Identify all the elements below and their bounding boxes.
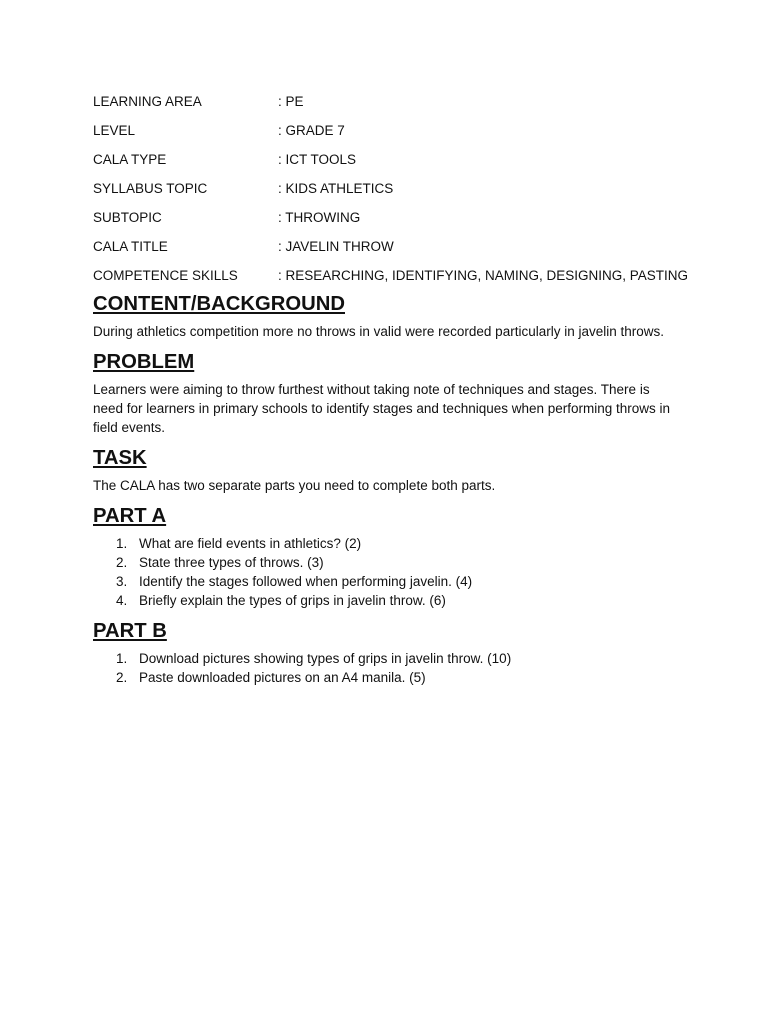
- list-item-text: Briefly explain the types of grips in javelin throw. (6): [139, 593, 446, 608]
- list-item: [93, 572, 678, 591]
- content-background-section: [93, 290, 678, 341]
- meta-row-syllabus-topic: [93, 174, 678, 203]
- list-item: [93, 553, 678, 572]
- part-a-list: [93, 531, 678, 610]
- part-a-heading: PART A: [93, 505, 167, 527]
- list-item-number: 2.: [116, 555, 128, 570]
- meta-value: : JAVELIN THROW: [278, 239, 394, 254]
- meta-row-competence-skills: [93, 261, 689, 290]
- content-background-text: During athletics competition more no throws in valid were recorded particularly in javelin throws.: [93, 324, 665, 339]
- part-b-list: [93, 646, 678, 687]
- meta-key: SUBTOPIC: [93, 210, 162, 225]
- task-text: The CALA has two separate parts you need to complete both parts.: [93, 478, 496, 493]
- list-item-text: State three types of throws. (3): [139, 555, 324, 570]
- meta-row-cala-title: [93, 232, 678, 261]
- meta-value: : GRADE 7: [278, 123, 345, 138]
- list-item: [93, 649, 678, 668]
- list-item-number: 1.: [116, 536, 128, 551]
- meta-value: : THROWING: [278, 210, 361, 225]
- content-background-heading: CONTENT/BACKGROUND: [93, 293, 345, 315]
- meta-row-level: [93, 116, 678, 145]
- meta-key: SYLLABUS TOPIC: [93, 181, 208, 196]
- meta-row-learning-area: [93, 87, 678, 116]
- meta-value: : ICT TOOLS: [278, 152, 357, 167]
- part-a-section: [93, 502, 678, 610]
- task-heading: TASK: [93, 447, 147, 469]
- list-item-number: 1.: [116, 651, 128, 666]
- list-item: [93, 591, 678, 610]
- problem-text: Learners were aiming to throw furthest without taking note of techniques and stages. There is need for learners in primary schools to identify stages and techniques when performing throws in field events.: [93, 382, 671, 435]
- meta-key: LEARNING AREA: [93, 94, 202, 109]
- meta-value: : KIDS ATHLETICS: [278, 181, 394, 196]
- part-b-section: [93, 617, 678, 687]
- meta-key: LEVEL: [93, 123, 136, 138]
- meta-value: : PE: [278, 94, 304, 109]
- meta-key: CALA TYPE: [93, 152, 167, 167]
- list-item-text: Paste downloaded pictures on an A4 manila. (5): [139, 670, 426, 685]
- meta-table: [93, 87, 689, 290]
- list-item-text: What are field events in athletics? (2): [139, 536, 362, 551]
- part-b-heading: PART B: [93, 620, 167, 642]
- list-item: [93, 534, 678, 553]
- list-item-number: 2.: [116, 670, 128, 685]
- problem-heading: PROBLEM: [93, 351, 195, 373]
- list-item-text: Identify the stages followed when performing javelin. (4): [139, 574, 473, 589]
- meta-row-subtopic: [93, 203, 678, 232]
- meta-key: CALA TITLE: [93, 239, 168, 254]
- meta-row-cala-type: [93, 145, 678, 174]
- list-item-text: Download pictures showing types of grips in javelin throw. (10): [139, 651, 512, 666]
- list-item-number: 4.: [116, 593, 128, 608]
- meta-key: COMPETENCE SKILLS: [93, 268, 238, 283]
- problem-section: [93, 348, 678, 437]
- list-item-number: 3.: [116, 574, 128, 589]
- meta-value: : RESEARCHING, IDENTIFYING, NAMING, DESIGNING, PASTING: [278, 268, 689, 283]
- task-section: [93, 444, 678, 495]
- list-item: [93, 668, 678, 687]
